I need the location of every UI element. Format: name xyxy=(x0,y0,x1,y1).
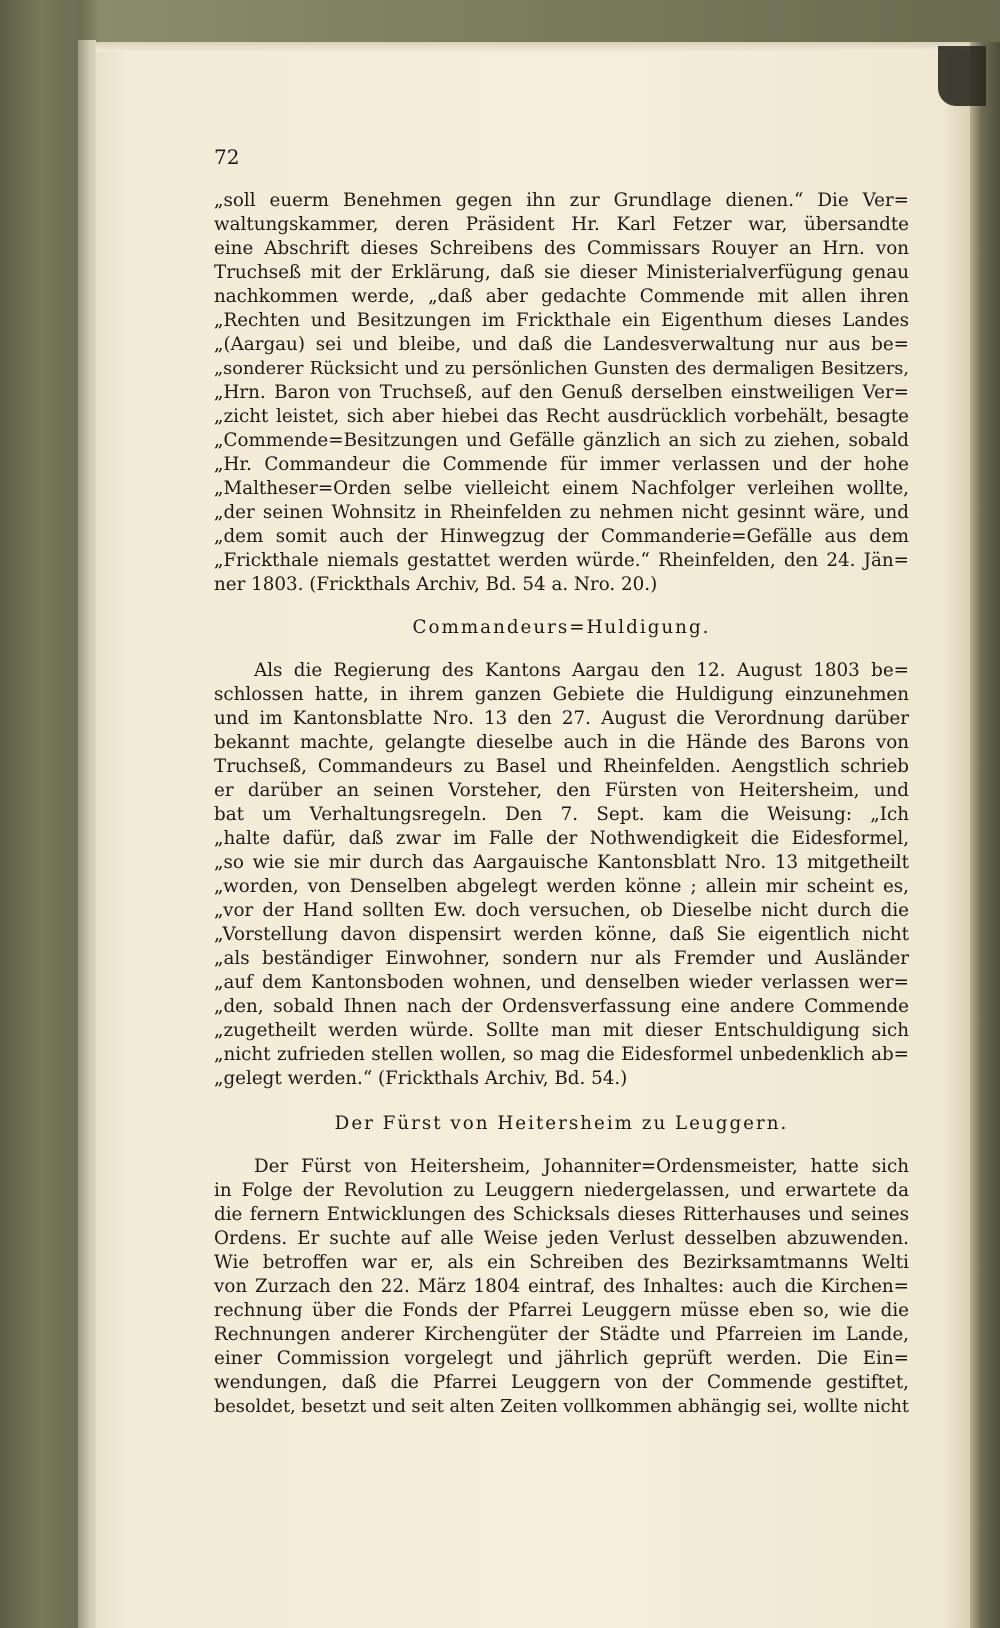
text-line: Als die Regierung des Kantons Aargau den 12. August 1803 be= xyxy=(254,660,909,681)
text-line: nachkommen werde, „daß aber gedachte Commende mit allen ihren xyxy=(214,286,909,307)
text-line: Truchseß mit der Erklärung, daß sie dieser Ministerialverfügung genau xyxy=(214,262,909,283)
text-line: „Rechten und Besitzungen im Frickthale ein Eigenthum dieses Landes xyxy=(214,310,909,331)
text-line: „so wie sie mir durch das Aargauische Kantonsblatt Nro. 13 mitgetheilt xyxy=(214,852,909,873)
text-line: „soll euerm Benehmen gegen ihn zur Grundlage dienen.“ Die Ver= xyxy=(214,190,909,211)
text-line: bekannt machte, gelangte dieselbe auch in die Hände des Barons von xyxy=(214,732,909,753)
text-line: „Hrn. Baron von Truchseß, auf den Genuß derselben einstweiligen Ver= xyxy=(214,382,909,403)
page-number: 72 xyxy=(214,145,240,169)
text-line: „Vorstellung davon dispensirt werden könne, daß Sie eigentlich nicht xyxy=(214,924,909,945)
text-line: Der Fürst von Heitersheim, Johanniter=Ordensmeister, hatte sich xyxy=(254,1156,909,1177)
text-line: rechnung über die Fonds der Pfarrei Leuggern müsse eben so, wie die xyxy=(214,1300,909,1321)
text-line: Wie betroffen war er, als ein Schreiben des Bezirksamtmanns Welti xyxy=(214,1252,909,1273)
text-line: er darüber an seinen Vorsteher, den Fürsten von Heitersheim, und xyxy=(214,780,909,801)
text-line: „worden, von Denselben abgelegt werden könne ; allein mir scheint es, xyxy=(214,876,909,897)
text-line: die fernern Entwicklungen des Schicksals dieses Ritterhauses und seines xyxy=(214,1204,909,1225)
text-line: waltungskammer, deren Präsident Hr. Karl Fetzer war, übersandte xyxy=(214,214,909,235)
text-line: „Hr. Commandeur die Commende für immer verlassen und der hohe xyxy=(214,454,909,475)
text-line: in Folge der Revolution zu Leuggern niedergelassen, und erwartete da xyxy=(214,1180,909,1201)
text-line: eine Abschrift dieses Schreibens des Commissars Rouyer an Hrn. von xyxy=(214,238,909,259)
text-line: einer Commission vorgelegt und jährlich geprüft werden. Die Ein= xyxy=(214,1348,909,1369)
text-line: „den, sobald Ihnen nach der Ordensverfassung eine andere Commende xyxy=(214,996,909,1017)
text-line: „Maltheser=Orden selbe vielleicht einem Nachfolger verleihen wollte, xyxy=(214,478,909,499)
text-line: Truchseß, Commandeurs zu Basel und Rheinfelden. Aengstlich schrieb xyxy=(214,756,909,777)
text-line: „zugetheilt werden würde. Sollte man mit dieser Entschuldigung sich xyxy=(214,1020,909,1041)
text-line: „dem somit auch der Hinwegzug der Commanderie=Gefälle aus dem xyxy=(214,526,909,547)
text-line: „gelegt werden.“ (Frickthals Archiv, Bd. 54.) xyxy=(214,1068,628,1089)
text-line: „(Aargau) sei und bleibe, und daß die Landesverwaltung nur aus be= xyxy=(214,334,909,355)
page-gutter-shadow xyxy=(970,42,1000,1628)
text-line: „zicht leistet, sich aber hiebei das Recht ausdrücklich vorbehält, besagte xyxy=(214,406,909,427)
text-line: „sonderer Rücksicht und zu persönlichen Gunsten des dermaligen Besitzers, xyxy=(214,359,909,379)
text-line: Ordens. Er suchte auf alle Weise jeden Verlust desselben abzuwenden. xyxy=(214,1228,909,1249)
text-line: „Commende=Besitzungen und Gefälle gänzlich an sich zu ziehen, sobald xyxy=(214,430,909,451)
text-line: Rechnungen anderer Kirchengüter der Städte und Pfarreien im Lande, xyxy=(214,1324,909,1345)
text-line: ner 1803. (Frickthals Archiv, Bd. 54 a. Nro. 20.) xyxy=(214,574,658,595)
thumb-shadow xyxy=(938,46,986,106)
text-line: „nicht zufrieden stellen wollen, so mag die Eidesformel unbedenklich ab= xyxy=(214,1044,909,1065)
text-line: besoldet, besetzt und seit alten Zeiten vollkommen abhängig sei, wollte nicht xyxy=(214,1397,909,1417)
text-line: bat um Verhaltungsregeln. Den 7. Sept. kam die Weisung: „Ich xyxy=(214,804,909,825)
text-line: wendungen, daß die Pfarrei Leuggern von der Commende gestiftet, xyxy=(214,1372,909,1393)
text-line: schlossen hatte, in ihrem ganzen Gebiete die Huldigung einzunehmen xyxy=(214,684,909,705)
text-line: „Frickthale niemals gestattet werden würde.“ Rheinfelden, den 24. Jän= xyxy=(214,550,909,571)
text-line: „der seinen Wohnsitz in Rheinfelden zu nehmen nicht gesinnt wäre, und xyxy=(214,502,909,523)
section-heading: Commandeurs=Huldigung. xyxy=(412,617,711,638)
page-top-edge xyxy=(96,42,970,52)
text-line: „halte dafür, daß zwar im Falle der Nothwendigkeit die Eidesformel, xyxy=(214,828,909,849)
text-line: „als beständiger Einwohner, sondern nur als Fremder und Ausländer xyxy=(214,948,909,969)
text-line: „auf dem Kantonsboden wohnen, und denselben wieder verlassen wer= xyxy=(214,972,909,993)
text-line: von Zurzach den 22. März 1804 eintraf, des Inhaltes: auch die Kirchen= xyxy=(214,1276,909,1297)
section-heading: Der Fürst von Heitersheim zu Leuggern. xyxy=(334,1113,789,1134)
book-cover-edge xyxy=(78,40,96,1628)
text-line: und im Kantonsblatte Nro. 13 den 27. August die Verordnung darüber xyxy=(214,708,909,729)
text-line: „vor der Hand sollten Ew. doch versuchen, ob Dieselbe nicht durch die xyxy=(214,900,909,921)
